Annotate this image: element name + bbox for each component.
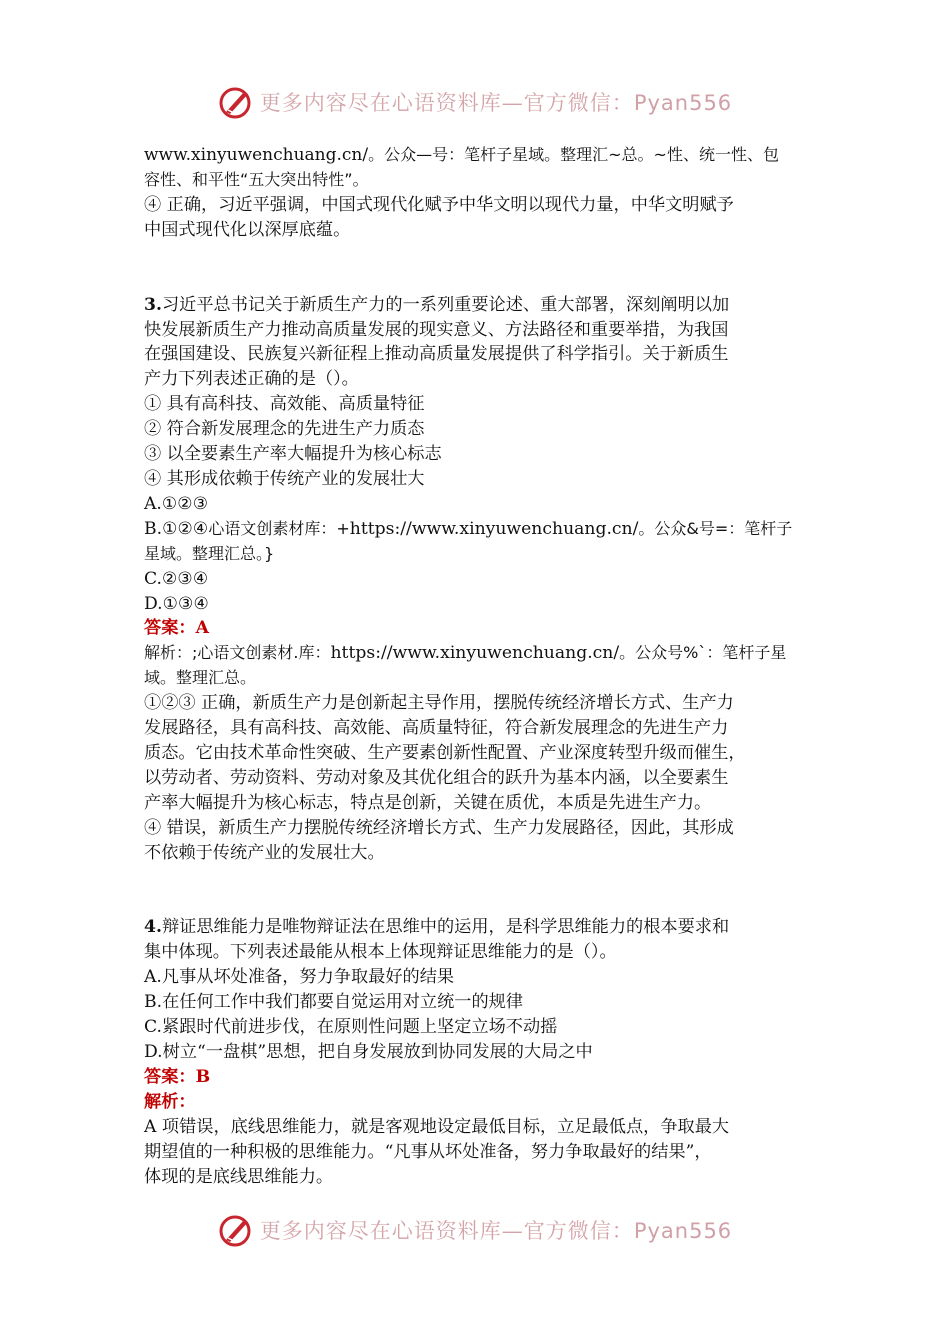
option-c: C.②③④ [144,568,209,589]
spacer [144,243,812,293]
explanation-line: 以劳动者、劳动资料、劳动对象及其优化组合的跃升为基本内涵，以全要素生 [144,767,729,788]
question-stem: 集中体现。下列表述最能从根本上体现辩证思维能力的是（）。 [144,942,617,963]
question-number: 4. [144,917,162,938]
option-c: C.紧跟时代前进步伐，在原则性问题上坚定立场不动摇 [144,1017,558,1038]
text-line: 容性、和平性“五大突出特性”。 [144,169,369,189]
document-body [144,143,812,1189]
explanation-line: ①②③ 正确，新质生产力是创新起主导作用，摆脱传统经济增长方式、生产力 [144,693,734,714]
answer-label: 答案：A [144,618,209,639]
watermark-text: 心语文创素材库：+ [208,518,350,538]
watermark-text: 。公众号%`：笔杆子星 [619,643,787,663]
option-d: D.树立“一盘棋”思想，把自身发展放到协同发展的大局之中 [144,1042,593,1062]
question-stem [144,915,812,940]
option-d: D.①③④ [144,593,209,614]
banner-wechat-id: Pyan556 [633,91,733,115]
watermark-text: 。公众&号=：笔杆子 [638,518,793,538]
explanation-line: 产率大幅提升为核心标志，特点是创新，关键在质优，本质是先进生产力。 [144,792,712,813]
banner-slogan: 更多内容尽在心语资料库—官方微信： [259,1219,634,1243]
watermark-text: 星域。整理汇总。} [144,543,275,563]
explanation-line: 体现的是底线思维能力。 [144,1166,334,1187]
question-number: 3. [144,294,162,315]
explanation-line: A 项错误，底线思维能力，就是客观地设定最低目标，立足最低点，争取最大 [144,1116,730,1137]
option-b [144,517,812,542]
pen-logo-icon [218,1212,254,1248]
question-stem: 在强国建设、民族复兴新征程上推动高质量发展提供了科学指引。关于新质生 [144,344,729,365]
banner-text [260,87,732,117]
explanation-line: ④ 错误，新质生产力摆脱传统经济增长方式、生产力发展路径，因此，其形成 [144,817,734,838]
watermark-text: 域。整理汇总。 [144,668,257,688]
explanation-line: 期望值的一种积极的思维能力。“凡事从坏处准备，努力争取最好的结果”， [144,1141,712,1162]
banner-inner [218,84,732,120]
banner-wechat-id: Pyan556 [633,1219,733,1243]
watermark-text: 解析：;心语文创素材.库： [144,643,331,663]
option-a: A.①②③ [144,493,209,514]
spacer [144,865,812,915]
watermark-text: 。公众—号：笔杆子星域。整理汇~总。~性、统一性、包 [368,145,779,164]
url-text: https://www.xinyuwenchuang.cn/ [349,518,639,539]
banner-slogan: 更多内容尽在心语资料库—官方微信： [259,91,634,115]
question-text: 辩证思维能力是唯物辩证法在思维中的运用，是科学思维能力的根本要求和 [161,917,730,938]
explanation-line: 发展路径，具有高科技、高效能、高质量特征，符合新发展理念的先进生产力 [144,718,729,739]
option-b-label: B.①②④ [144,518,209,539]
question-stem: 快发展新质生产力推动高质量发展的现实意义、方法路径和重要举措，为我国 [144,319,729,340]
text-line: 中国式现代化以深厚底蕴。 [144,219,351,240]
text-line: ④ 正确，习近平强调，中国式现代化赋予中华文明以现代力量，中华文明赋予 [144,194,734,215]
statement-item: ③ 以全要素生产率大幅提升为核心标志 [144,444,442,465]
explanation-label: 解析： [144,1091,196,1112]
question-stem: 产力下列表述正确的是（）。 [144,369,359,390]
explanation-line [144,641,812,666]
option-a: A.凡事从坏处准备，努力争取最好的结果 [144,967,455,988]
statement-item: ④ 其形成依赖于传统产业的发展壮大 [144,468,425,489]
question-stem [144,293,812,318]
statement-item: ① 具有高科技、高效能、高质量特征 [144,394,425,415]
option-b: B.在任何工作中我们都要自觉运用对立统一的规律 [144,992,524,1013]
header-banner [0,82,950,122]
pen-logo-icon [218,84,254,120]
explanation-line: 质态。它由技术革命性突破、生产要素创新性配置、产业深度转型升级而催生， [144,742,746,763]
banner-inner [218,1212,732,1248]
url-text: www.xinyuwenchuang.cn/ [144,145,369,165]
text-line [144,143,812,168]
question-text: 习近平总书记关于新质生产力的一系列重要论述、重大部署，深刻阐明以加 [161,294,730,315]
footer-banner [0,1210,950,1250]
statement-item: ② 符合新发展理念的先进生产力质态 [144,419,425,440]
url-text: https://www.xinyuwenchuang.cn/ [330,643,620,664]
explanation-line: 不依赖于传统产业的发展壮大。 [144,842,385,863]
answer-label: 答案：B [144,1066,211,1087]
banner-text [260,1215,732,1245]
